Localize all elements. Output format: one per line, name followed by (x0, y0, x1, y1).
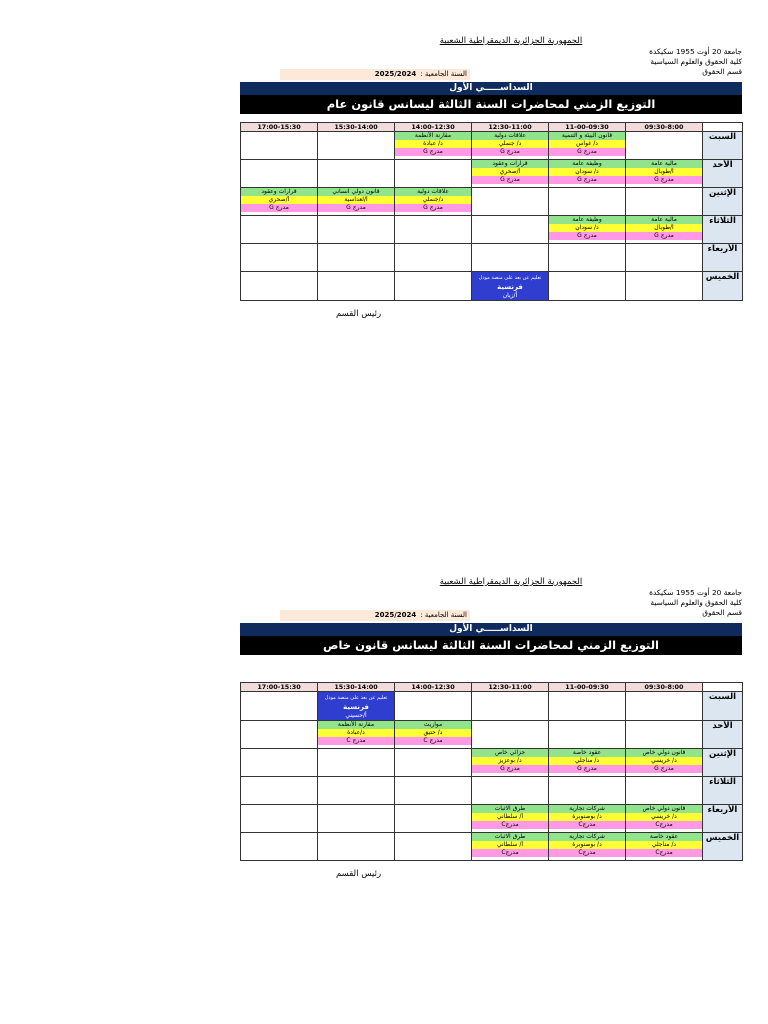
day-label: الثلاثاء (703, 777, 743, 805)
online-course-block (318, 692, 394, 720)
academic-year-value: 2025/2024 (374, 611, 417, 619)
course-teacher: د/جنملي (395, 196, 471, 204)
course-subject: قانون دولي خاص (626, 805, 702, 813)
schedule-cell (626, 188, 703, 216)
course-block (626, 160, 702, 184)
academic-year-value: 2025/2024 (374, 70, 417, 78)
schedule-cell (472, 272, 549, 301)
faculty-name: كلية الحقوق والعلوم السياسية (650, 598, 742, 607)
timetable (240, 682, 743, 861)
table-row (241, 244, 743, 272)
online-note: تعليم عن بعد على منصة مودل (324, 695, 388, 701)
day-label: السبت (703, 132, 743, 160)
course-teacher: أ/طوبال (626, 168, 702, 176)
timetable (240, 122, 743, 301)
schedule-cell (472, 749, 549, 777)
schedule-cell (626, 216, 703, 244)
course-block (472, 160, 548, 184)
schedule-cell (395, 805, 472, 833)
time-slot-header: 12:30-11:00 (472, 683, 549, 692)
table-row (241, 805, 743, 833)
schedule-cell (395, 188, 472, 216)
table-row (241, 692, 743, 721)
schedule-cell (472, 805, 549, 833)
course-teacher: د/عبادة (318, 729, 394, 737)
schedule-cell (626, 777, 703, 805)
course-teacher: د/ سودان (549, 168, 625, 176)
course-room: مدرج G (626, 765, 702, 773)
course-subject: فرنسية (497, 283, 523, 291)
schedule-cell (318, 188, 395, 216)
department-head-signature: رئيس القسم (336, 309, 382, 319)
online-note: تعليم عن بعد على منصة مودل (478, 275, 542, 281)
course-block (395, 188, 471, 212)
schedule-cell (549, 721, 626, 749)
schedule-cell (395, 160, 472, 188)
time-slot-header: 15:30-14:00 (318, 123, 395, 132)
schedule-cell (549, 188, 626, 216)
course-teacher: د/ خريسي (626, 813, 702, 821)
course-block (472, 132, 548, 156)
semester-banner: السداســـــي الأول (240, 623, 742, 636)
schedule-cell (395, 216, 472, 244)
schedule-cell (241, 749, 318, 777)
time-slot-header: 09:30-8:00 (626, 683, 703, 692)
course-room: مدرجC (549, 849, 625, 857)
course-block (549, 160, 625, 184)
course-block (472, 749, 548, 773)
course-block (626, 833, 702, 857)
day-column-header (703, 683, 743, 692)
course-room: مدرجC (626, 849, 702, 857)
table-row (241, 216, 743, 244)
schedule-cell (472, 692, 549, 721)
day-label: الأربعاء (703, 805, 743, 833)
day-label: الإثنين (703, 749, 743, 777)
course-room: مدرج G (472, 148, 548, 156)
course-block (318, 188, 394, 212)
course-teacher: أ/لعداسية (318, 196, 394, 204)
schedule-cell (549, 833, 626, 861)
course-teacher: أ/صحري (472, 168, 548, 176)
document-header (240, 36, 742, 82)
schedule-cell (472, 160, 549, 188)
schedule-cell (626, 833, 703, 861)
course-block (318, 721, 394, 745)
schedule-cell (472, 833, 549, 861)
course-room: مدرج G (626, 232, 702, 240)
academic-year (280, 610, 470, 621)
schedule-cell (549, 777, 626, 805)
day-label: الخميس (703, 272, 743, 301)
course-teacher: د/ مناجلي (549, 757, 625, 765)
schedule-title: التوزيع الزمني لمحاضرات السنة الثالثة ليسانس قانون عام (240, 95, 742, 114)
table-row (241, 749, 743, 777)
schedule-cell (395, 244, 472, 272)
course-teacher: د/ حتيق (395, 729, 471, 737)
course-teacher: أ/زيان (502, 292, 518, 299)
course-teacher: أ/ سلطاني (472, 841, 548, 849)
faculty-name: كلية الحقوق والعلوم السياسية (650, 57, 742, 66)
schedule-cell (318, 160, 395, 188)
time-slot-header: 15:30-14:00 (318, 683, 395, 692)
day-label: الأحد (703, 160, 743, 188)
schedule-cell (549, 272, 626, 301)
academic-year-label: السنة الجامعية : (420, 611, 467, 619)
schedule-cell (395, 132, 472, 160)
schedule-cell (318, 692, 395, 721)
department-name: قسم الحقوق (702, 608, 742, 617)
course-block (549, 132, 625, 156)
schedule-cell (395, 833, 472, 861)
course-teacher: أ/طوبال (626, 224, 702, 232)
schedule-cell (626, 692, 703, 721)
schedule-cell (549, 692, 626, 721)
schedule-cell (626, 805, 703, 833)
day-label: الأحد (703, 721, 743, 749)
course-room: مدرجC (472, 849, 548, 857)
course-room: مدرج G (626, 176, 702, 184)
course-teacher: د/ جنملي (472, 140, 548, 148)
course-teacher: د/ مناجلي (626, 841, 702, 849)
course-room: مدرج C (318, 737, 394, 745)
course-room: مدرج G (318, 204, 394, 212)
schedule-cell (318, 272, 395, 301)
schedule-cell (241, 805, 318, 833)
course-block (472, 805, 548, 829)
course-block (395, 132, 471, 156)
course-room: مدرج G (472, 765, 548, 773)
time-slot-header: 11-00-09:30 (549, 123, 626, 132)
schedule-cell (318, 805, 395, 833)
schedule-cell (472, 216, 549, 244)
course-teacher: د/ بوعزيز (472, 757, 548, 765)
academic-year-label: السنة الجامعية : (420, 70, 467, 78)
schedule-cell (549, 244, 626, 272)
schedule-cell (472, 132, 549, 160)
course-block (472, 833, 548, 857)
course-room: مدرج G (472, 176, 548, 184)
schedule-cell (241, 833, 318, 861)
time-slot-header: 14:00-12:30 (395, 123, 472, 132)
course-block (549, 805, 625, 829)
course-subject: مالية عامة (626, 160, 702, 168)
course-subject: مقارنة الأنظمة (395, 132, 471, 140)
course-subject: مقارنة الأنظمة (318, 721, 394, 729)
table-row (241, 272, 743, 301)
time-slot-header: 17:00-15:30 (241, 683, 318, 692)
table-row (241, 132, 743, 160)
table-row (241, 721, 743, 749)
course-room: مدرج G (549, 176, 625, 184)
semester-banner: السداســـــي الأول (240, 82, 742, 95)
schedule-cell (472, 188, 549, 216)
course-room: مدرج G (395, 204, 471, 212)
schedule-cell (626, 160, 703, 188)
schedule-cell (626, 749, 703, 777)
course-subject: طرق الاثبات (472, 833, 548, 841)
time-slot-header-row (241, 683, 743, 692)
schedule-cell (626, 721, 703, 749)
day-label: الأربعاء (703, 244, 743, 272)
course-block (395, 721, 471, 745)
course-room: مدرج G (395, 148, 471, 156)
course-subject: قانون دولي انساني (318, 188, 394, 196)
schedule-cell (472, 777, 549, 805)
course-teacher: د/ عبادة (395, 140, 471, 148)
schedule-cell (241, 160, 318, 188)
schedule-cell (241, 777, 318, 805)
day-label: السبت (703, 692, 743, 721)
course-teacher: أ/ سلطاني (472, 813, 548, 821)
schedule-cell (318, 721, 395, 749)
academic-year (280, 69, 470, 80)
time-slot-header: 14:00-12:30 (395, 683, 472, 692)
schedule-sheet-public-law (240, 36, 742, 319)
course-room: مدرج G (549, 232, 625, 240)
table-row (241, 833, 743, 861)
course-subject: مواريث (395, 721, 471, 729)
schedule-cell (472, 721, 549, 749)
course-block (626, 749, 702, 773)
schedule-cell (395, 721, 472, 749)
course-block (241, 188, 317, 212)
course-subject: عقود خاصة (549, 749, 625, 757)
time-slot-header: 12:30-11:00 (472, 123, 549, 132)
schedule-cell (395, 777, 472, 805)
schedule-cell (395, 272, 472, 301)
course-room: مدرج C (395, 737, 471, 745)
course-subject: مالية عامة (626, 216, 702, 224)
schedule-cell (395, 749, 472, 777)
schedule-cell (549, 749, 626, 777)
schedule-title: التوزيع الزمني لمحاضرات السنة الثالثة ليسانس قانون خاص (240, 636, 742, 655)
schedule-cell (318, 132, 395, 160)
university-name: جامعة 20 أوت 1955 سكيكدة (649, 47, 742, 56)
table-row (241, 160, 743, 188)
course-room: مدرج G (549, 148, 625, 156)
department-name: قسم الحقوق (702, 67, 742, 76)
time-slot-header: 11-00-09:30 (549, 683, 626, 692)
schedule-cell (549, 160, 626, 188)
republic-heading: الجمهورية الجزائرية الديمقراطية الشعبية (439, 577, 583, 587)
course-subject: شركات تجارية (549, 805, 625, 813)
course-subject: فرنسية (343, 703, 369, 711)
time-slot-header: 17:00-15:30 (241, 123, 318, 132)
schedule-cell (626, 272, 703, 301)
schedule-cell (395, 692, 472, 721)
schedule-cell (241, 132, 318, 160)
schedule-cell (241, 216, 318, 244)
course-teacher: د/ سودان (549, 224, 625, 232)
department-head-signature: رئيس القسم (336, 869, 382, 879)
course-teacher: أ/صحري (241, 196, 317, 204)
day-label: الخميس (703, 833, 743, 861)
course-room: مدرجC (626, 821, 702, 829)
course-subject: قانون دولي خاص (626, 749, 702, 757)
online-course-block (472, 272, 548, 300)
course-room: مدرجC (549, 821, 625, 829)
course-subject: شركات تجارية (549, 833, 625, 841)
course-subject: قرارات وعقود (241, 188, 317, 196)
course-block (626, 805, 702, 829)
course-subject: علاقات دولية (395, 188, 471, 196)
schedule-cell (241, 188, 318, 216)
schedule-cell (549, 216, 626, 244)
republic-heading: الجمهورية الجزائرية الديمقراطية الشعبية (439, 36, 583, 46)
course-subject: طرق الاثبات (472, 805, 548, 813)
schedule-cell (318, 749, 395, 777)
course-block (549, 216, 625, 240)
schedule-cell (472, 244, 549, 272)
time-slot-header: 09:30-8:00 (626, 123, 703, 132)
university-name: جامعة 20 أوت 1955 سكيكدة (649, 588, 742, 597)
course-teacher: د/ خريسي (626, 757, 702, 765)
course-subject: جزائي خاص (472, 749, 548, 757)
course-room: مدرج G (549, 765, 625, 773)
course-subject: وظيفة عامة (549, 160, 625, 168)
table-row (241, 188, 743, 216)
schedule-cell (626, 132, 703, 160)
document-header (240, 577, 742, 623)
course-subject: قانون البيئة و التنمية (549, 132, 625, 140)
schedule-cell (241, 244, 318, 272)
schedule-cell (241, 721, 318, 749)
schedule-cell (626, 244, 703, 272)
schedule-cell (241, 692, 318, 721)
course-block (626, 216, 702, 240)
course-teacher: د/ غواس (549, 140, 625, 148)
day-label: الثلاثاء (703, 216, 743, 244)
course-teacher: أ/حسيني (345, 712, 367, 719)
course-subject: عقود خاصة (626, 833, 702, 841)
course-teacher: د/ بوصنوبرة (549, 841, 625, 849)
course-room: مدرجC (472, 821, 548, 829)
course-subject: علاقات دولية (472, 132, 548, 140)
course-block (549, 749, 625, 773)
course-block (549, 833, 625, 857)
schedule-cell (241, 272, 318, 301)
schedule-cell (318, 777, 395, 805)
schedule-sheet-private-law (240, 577, 742, 879)
schedule-cell (318, 833, 395, 861)
schedule-cell (318, 244, 395, 272)
day-column-header (703, 123, 743, 132)
course-teacher: د/ بوصنوبرة (549, 813, 625, 821)
table-row (241, 777, 743, 805)
course-subject: قرارات وعقود (472, 160, 548, 168)
day-label: الإثنين (703, 188, 743, 216)
course-subject: وظيفة عامة (549, 216, 625, 224)
schedule-cell (549, 805, 626, 833)
schedule-cell (549, 132, 626, 160)
schedule-cell (318, 216, 395, 244)
course-room: مدرج G (241, 204, 317, 212)
time-slot-header-row (241, 123, 743, 132)
